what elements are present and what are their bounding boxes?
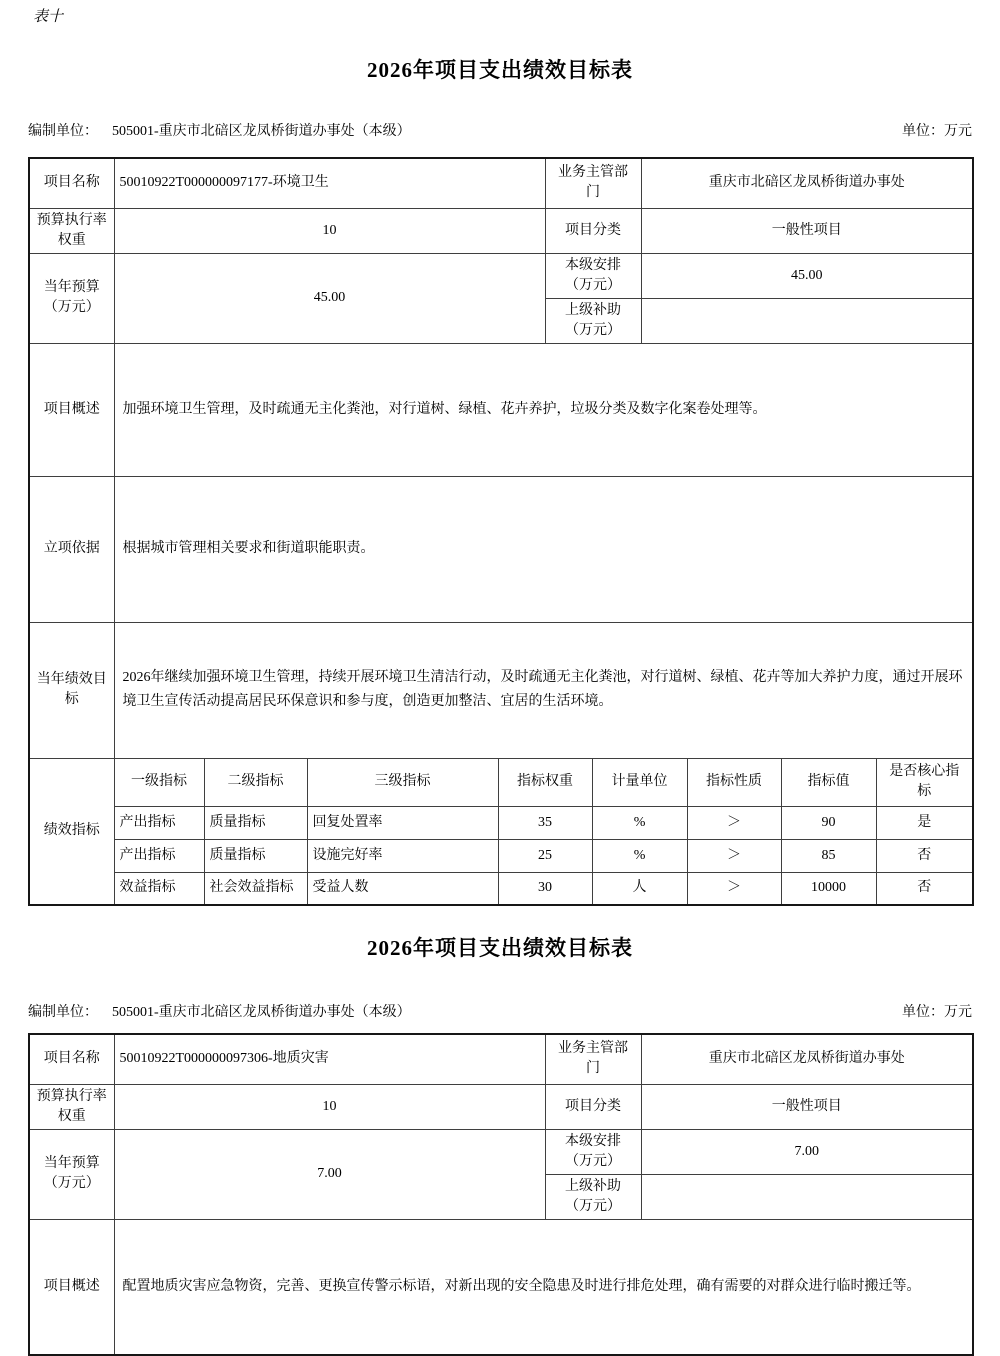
field-value-project-name: 50010922T000000097177-环境卫生 <box>114 158 545 208</box>
field-value-budget: 45.00 <box>114 253 545 343</box>
indicator-header-level1: 一级指标 <box>114 758 204 806</box>
field-label-project-name: 项目名称 <box>29 158 114 208</box>
field-label-subsidy: 上级补助（万元） <box>545 1174 641 1219</box>
field-label-category: 项目分类 <box>545 208 641 253</box>
field-label-dept: 业务主管部门 <box>545 1034 641 1084</box>
prep-unit-label: 编制单位： <box>28 124 98 139</box>
field-value-subsidy <box>641 1174 973 1219</box>
field-label-exec-weight: 预算执行率权重 <box>29 208 114 253</box>
field-value-overview: 配置地质灾害应急物资，完善、更换宣传警示标语，对新出现的安全隐患及时进行排危处理，确有需要的对群众进行临时搬迁等。 <box>114 1219 973 1355</box>
indicator-weight: 25 <box>498 839 592 872</box>
indicator-value: 85 <box>781 839 876 872</box>
field-value-local-arrangement: 45.00 <box>641 253 973 298</box>
indicator-level3: 设施完好率 <box>307 839 498 872</box>
indicator-unit: % <box>592 806 687 839</box>
indicator-level2: 质量指标 <box>204 806 307 839</box>
indicator-weight: 35 <box>498 806 592 839</box>
field-value-exec-weight: 10 <box>114 208 545 253</box>
meta-line-1 <box>28 123 972 141</box>
indicator-level2: 社会效益指标 <box>204 872 307 905</box>
indicator-level3: 受益人数 <box>307 872 498 905</box>
field-label-basis: 立项依据 <box>29 476 114 622</box>
meta-line-2 <box>28 1004 972 1022</box>
field-value-category: 一般性项目 <box>641 208 973 253</box>
indicator-header-nature: 指标性质 <box>687 758 781 806</box>
page-corner-label: 表十 <box>33 9 64 25</box>
indicator-level1: 产出指标 <box>114 839 204 872</box>
prep-unit-label: 编制单位： <box>28 1005 98 1020</box>
field-value-annual-goal: 2026年继续加强环境卫生管理，持续开展环境卫生清洁行动，及时疏通无主化粪池，对行道树、绿植、花卉等加大养护力度，通过开展环境卫生宣传活动提高居民环保意识和参与度，创造更加整洁、宜居的生活环境。 <box>114 622 973 758</box>
indicator-header-level3: 三级指标 <box>307 758 498 806</box>
field-label-local-arrangement: 本级安排（万元） <box>545 253 641 298</box>
performance-table-2 <box>28 1033 974 1356</box>
field-label-subsidy: 上级补助（万元） <box>545 298 641 343</box>
indicator-header-weight: 指标权重 <box>498 758 592 806</box>
row-basis <box>29 476 973 622</box>
indicator-nature: ＞ <box>687 839 781 872</box>
indicator-value: 10000 <box>781 872 876 905</box>
field-value-dept: 重庆市北碚区龙凤桥街道办事处 <box>641 158 973 208</box>
field-value-subsidy <box>641 298 973 343</box>
field-label-exec-weight: 预算执行率权重 <box>29 1084 114 1129</box>
row-overview <box>29 1219 973 1355</box>
prep-unit-1 <box>28 123 411 141</box>
indicator-row <box>29 872 973 905</box>
indicator-unit: 人 <box>592 872 687 905</box>
indicator-level2: 质量指标 <box>204 839 307 872</box>
unit-note-2: 单位：万元 <box>902 1005 972 1020</box>
field-label-dept: 业务主管部门 <box>545 158 641 208</box>
indicator-nature: ＞ <box>687 806 781 839</box>
field-label-budget: 当年预算（万元） <box>29 1129 114 1219</box>
indicator-row <box>29 806 973 839</box>
row-overview <box>29 343 973 476</box>
field-value-basis: 根据城市管理相关要求和街道职能职责。 <box>114 476 973 622</box>
indicator-weight: 30 <box>498 872 592 905</box>
indicator-level3: 回复处置率 <box>307 806 498 839</box>
document-page <box>28 0 972 1356</box>
row-budget-local <box>29 1129 973 1174</box>
indicator-core-flag: 否 <box>876 872 973 905</box>
field-label-local-arrangement: 本级安排（万元） <box>545 1129 641 1174</box>
indicator-row <box>29 839 973 872</box>
prep-unit-2 <box>28 1004 411 1022</box>
prep-unit-value: 505001-重庆市北碚区龙凤桥街道办事处（本级） <box>112 124 411 139</box>
row-exec-weight <box>29 1084 973 1129</box>
indicator-core-flag: 否 <box>876 839 973 872</box>
field-value-exec-weight: 10 <box>114 1084 545 1129</box>
field-label-overview: 项目概述 <box>29 343 114 476</box>
indicator-header-level2: 二级指标 <box>204 758 307 806</box>
indicator-header-row <box>29 758 973 806</box>
indicator-level1: 效益指标 <box>114 872 204 905</box>
field-label-project-name: 项目名称 <box>29 1034 114 1084</box>
field-value-category: 一般性项目 <box>641 1084 973 1129</box>
row-exec-weight <box>29 208 973 253</box>
indicator-header-core: 是否核心指标 <box>876 758 973 806</box>
row-annual-goal <box>29 622 973 758</box>
indicator-header-value: 指标值 <box>781 758 876 806</box>
report-title-2: 2026年项目支出绩效目标表 <box>367 936 633 960</box>
report-title-1: 2026年项目支出绩效目标表 <box>367 58 633 82</box>
performance-table-1 <box>28 157 974 906</box>
field-value-budget: 7.00 <box>114 1129 545 1219</box>
indicator-header-unit: 计量单位 <box>592 758 687 806</box>
indicator-unit: % <box>592 839 687 872</box>
prep-unit-value: 505001-重庆市北碚区龙凤桥街道办事处（本级） <box>112 1005 411 1020</box>
field-label-category: 项目分类 <box>545 1084 641 1129</box>
indicator-level1: 产出指标 <box>114 806 204 839</box>
field-value-project-name: 50010922T000000097306-地质灾害 <box>114 1034 545 1084</box>
field-label-annual-goal: 当年绩效目标 <box>29 622 114 758</box>
row-project-name <box>29 158 973 208</box>
field-value-overview: 加强环境卫生管理，及时疏通无主化粪池，对行道树、绿植、花卉养护，垃圾分类及数字化案卷处理等。 <box>114 343 973 476</box>
field-value-local-arrangement: 7.00 <box>641 1129 973 1174</box>
field-label-indicators: 绩效指标 <box>29 758 114 905</box>
row-budget-local <box>29 253 973 298</box>
field-label-budget: 当年预算（万元） <box>29 253 114 343</box>
row-project-name <box>29 1034 973 1084</box>
unit-note-1: 单位：万元 <box>902 124 972 139</box>
indicator-core-flag: 是 <box>876 806 973 839</box>
indicator-nature: ＞ <box>687 872 781 905</box>
field-label-overview: 项目概述 <box>29 1219 114 1355</box>
field-value-dept: 重庆市北碚区龙凤桥街道办事处 <box>641 1034 973 1084</box>
indicator-value: 90 <box>781 806 876 839</box>
